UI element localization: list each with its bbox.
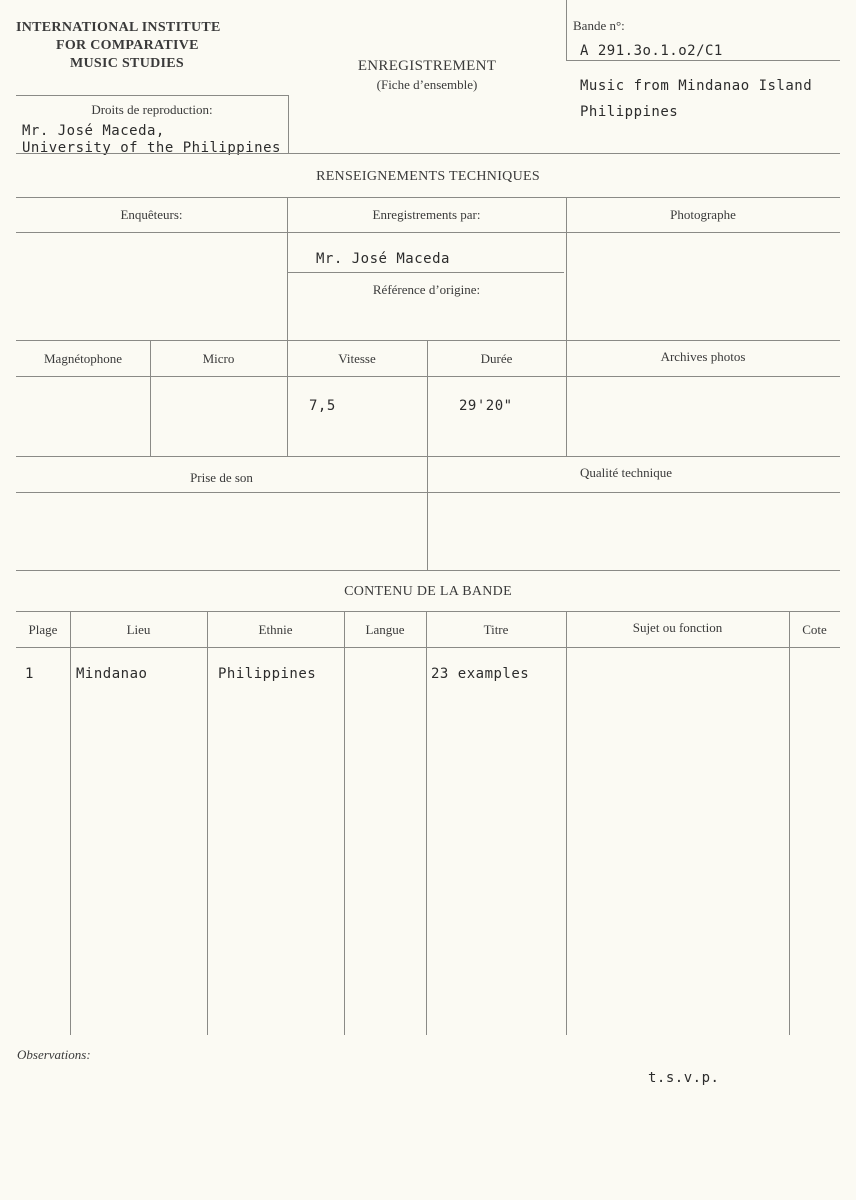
archives-photos-label: Archives photos [660, 349, 746, 364]
tech-section-title: RENSEIGNEMENTS TECHNIQUES [316, 169, 540, 184]
cell-lieu: Mindanao [76, 666, 148, 682]
reference-label: Référence d’origine: [372, 282, 481, 297]
rights-value-line-2: University of the Philippines [22, 140, 281, 156]
photographe-label: Photographe [670, 207, 736, 222]
cell-titre: 23 examples [431, 666, 530, 682]
recording-description-line-1: Music from Mindanao Island [580, 78, 813, 94]
institute-line-3: MUSIC STUDIES [70, 56, 184, 71]
rights-value-line-1: Mr. José Maceda, [22, 123, 165, 139]
document-title: ENREGISTREMENT [357, 58, 497, 74]
col-header-langue: Langue [365, 622, 405, 637]
col-header-titre: Titre [483, 622, 509, 637]
duree-value: 29'20" [459, 398, 513, 414]
duree-label: Durée [480, 351, 513, 366]
cell-plage: 1 [25, 666, 34, 682]
contents-section-title: CONTENU DE LA BANDE [344, 584, 512, 599]
institute-line-1: INTERNATIONAL INSTITUTE [16, 20, 221, 35]
enregistrements-label: Enregistrements par: [372, 207, 481, 222]
bande-label: Bande n°: [573, 18, 625, 33]
enregistrements-value: Mr. José Maceda [316, 251, 450, 267]
prise-de-son-label: Prise de son [190, 470, 253, 485]
col-header-cote: Cote [802, 622, 827, 637]
vitesse-label: Vitesse [338, 351, 376, 366]
bande-value: A 291.3o.1.o2/C1 [580, 43, 723, 59]
col-header-ethnie: Ethnie [258, 622, 293, 637]
magnetophone-label: Magnétophone [44, 351, 122, 366]
col-header-lieu: Lieu [126, 622, 151, 637]
observations-label: Observations: [17, 1047, 91, 1062]
micro-label: Micro [202, 351, 235, 366]
col-header-plage: Plage [28, 622, 58, 637]
institute-line-2: FOR COMPARATIVE [56, 38, 199, 53]
document-subtitle: (Fiche d’ensemble) [376, 77, 478, 92]
qualite-technique-label: Qualité technique [580, 465, 673, 480]
vitesse-value: 7,5 [309, 398, 336, 414]
rights-label: Droits de reproduction: [91, 102, 213, 117]
enqueteurs-label: Enquêteurs: [120, 207, 183, 222]
cell-ethnie: Philippines [218, 666, 317, 682]
col-header-sujet: Sujet ou fonction [632, 620, 723, 635]
recording-description-line-2: Philippines [580, 104, 679, 120]
tsvp-note: t.s.v.p. [648, 1070, 720, 1086]
institute-name [16, 19, 276, 73]
